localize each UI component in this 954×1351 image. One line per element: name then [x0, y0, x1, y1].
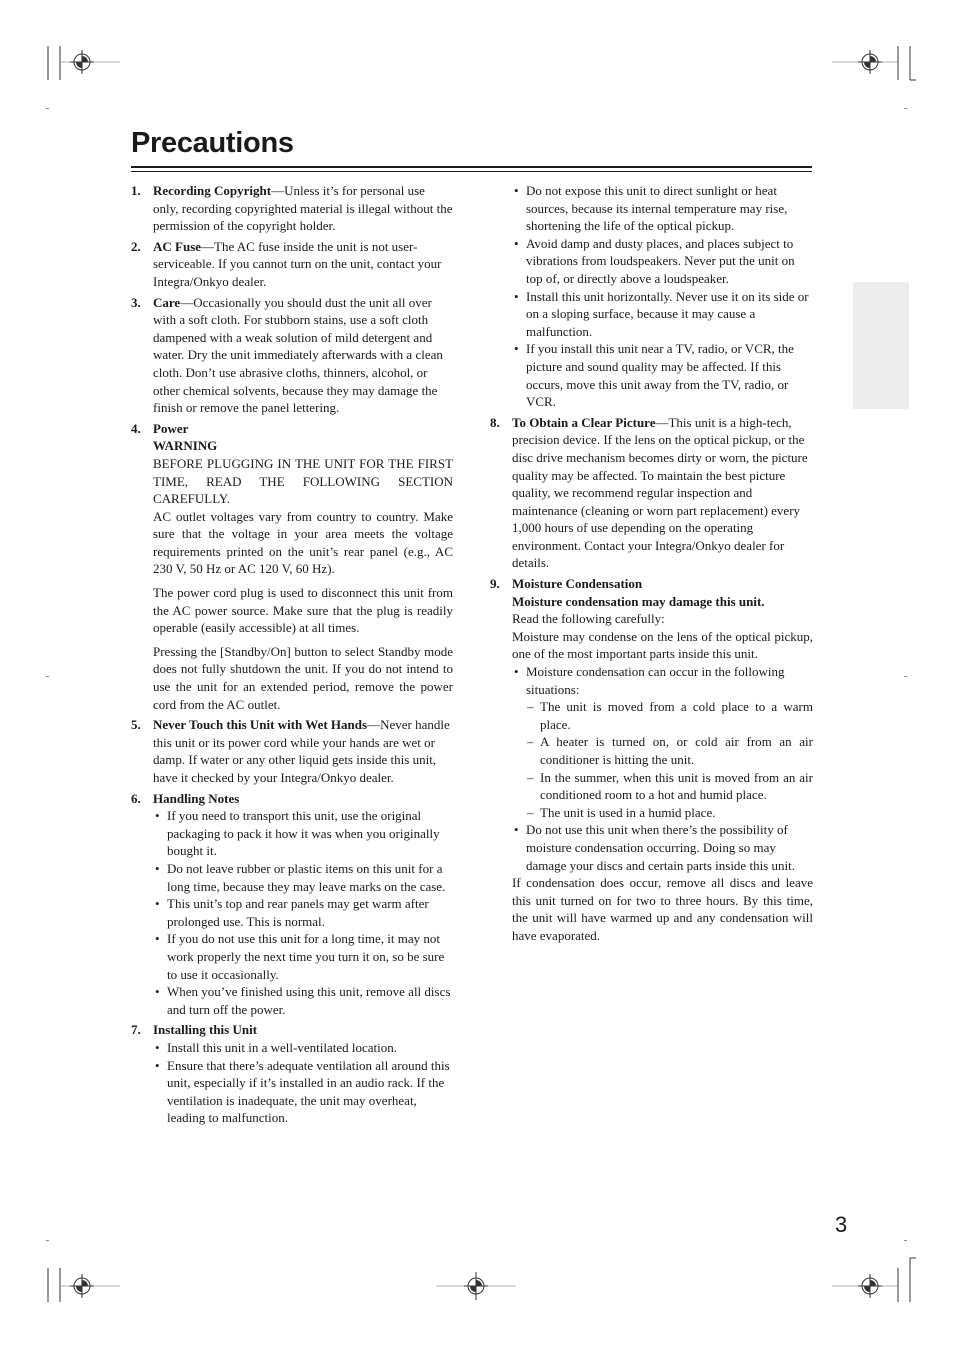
- list-item: – A heater is turned on, or cold air from an air conditioner is hitting the unit.: [526, 733, 813, 768]
- list-item: – In the summer, when this unit is moved from an air conditioned room to a hot and humid place.: [526, 769, 813, 804]
- edge-tick: [904, 108, 907, 109]
- moisture-list: [512, 663, 813, 874]
- precaution-item-wet-hands: 5. Never Touch this Unit with Wet Hands—Never handle this unit or its power cord while your hands are wet or damp. If water or any other liquid gets inside this unit, have it checked by your Integra/Onkyo dealer.: [131, 717, 450, 785]
- list-item: – The unit is used in a humid place.: [526, 804, 813, 822]
- precaution-item-installing: 7. Installing this Unit • Install this unit in a well-ventilated location. • Ensure that there’s adequate ventilation all around this unit, especially if it’s installed in an audio rack. If the ventilation is inadequate, the unit may overheat, leading to malfunction.: [131, 1021, 453, 1127]
- registration-mark-bottom-right: [828, 1256, 918, 1306]
- item-text: —Unless it’s for personal use only, recording copyrighted material is illegal without the permission of the copyright holder.: [153, 183, 453, 234]
- list-item-text: Moisture condensation can occur in the following situations:: [526, 664, 785, 697]
- list-item: • When you’ve finished using this unit, remove all discs and turn off the power.: [153, 983, 453, 1018]
- title-rule: [131, 166, 812, 168]
- page-number: 3: [835, 1212, 848, 1237]
- registration-mark-bottom-center: [432, 1266, 522, 1306]
- precaution-item-power: 4. Power WARNING BEFORE PLUGGING IN THE UNIT FOR THE FIRST TIME, READ THE FOLLOWING SECTION CAREFULLY. AC outlet voltages vary from country to country. Make sure that the voltage in your area meets the voltage requirements printed on the unit’s rear panel (e.g., AC 230 V, 50 Hz or AC 120 V, 60 Hz). The power cord plug is used to disconnect this unit from the AC power source. Make sure that the plug is readily operable (easily accessible) at all times. Pressing the [Standby/On] button to select Standby mode does not fully shutdown the unit. If you do not intend to use the unit for an extended period, remove the power cord from the AC outlet.: [131, 420, 453, 712]
- list-item: • If you do not use this unit for a long time, it may not work properly the next time you turn it on, so be sure to use it occasionally.: [153, 930, 453, 983]
- registration-mark-bottom-left: [40, 1266, 130, 1306]
- precaution-item-installing-continued: [490, 182, 813, 411]
- installing-list-part-2: [512, 182, 813, 411]
- warning-caps-text: BEFORE PLUGGING IN THE UNIT FOR THE FIRST TIME, READ THE FOLLOWING SECTION CAREFULLY.: [153, 455, 453, 507]
- list-item: • Ensure that there’s adequate ventilation all around this unit, especially if it’s installed in an audio rack. If the ventilation is inadequate, the unit may overheat, leading to malfunction.: [153, 1057, 453, 1127]
- item-heading: AC Fuse: [153, 238, 202, 254]
- list-item: • Do not leave rubber or plastic items on this unit for a long time, because they may leave marks on the case.: [153, 860, 453, 895]
- list-item: • Do not expose this unit to direct sunlight or heat sources, because its internal temperature may rise, shortening the life of the optical pickup.: [512, 182, 813, 235]
- handling-notes-list: [153, 807, 453, 1018]
- item-text: —Never handle this unit or its power cord while your hands are wet or damp. If water or any other liquid gets inside this unit, have it checked by your Integra/Onkyo dealer.: [153, 717, 450, 785]
- registration-mark-top-right: [828, 44, 918, 84]
- item-heading: To Obtain a Clear Picture: [512, 414, 656, 430]
- list-item: [512, 663, 813, 821]
- list-item: • Install this unit horizontally. Never use it on its side or on a sloping surface, because it may cause a malfunction.: [512, 288, 813, 341]
- item-text: —Occasionally you should dust the unit all over with a soft cloth. For stubborn stains, use a soft cloth dampened with a weak solution of mild detergent and water. Dry the unit immediately afterwards with a clean cloth. Don’t use abrasive cloths, thinners, alcohol, or other chemical solvents, because they may damage the finish or remove the panel lettering.: [153, 294, 443, 416]
- precaution-item-ac-fuse: 2. AC Fuse—The AC fuse inside the unit is not user-serviceable. If you cannot turn on the unit, contact your Integra/Onkyo dealer.: [131, 238, 442, 289]
- item-heading: Power: [153, 420, 189, 436]
- list-item: – The unit is moved from a cold place to a warm place.: [526, 698, 813, 733]
- title-rule-thin: [131, 171, 812, 172]
- list-item: • Install this unit in a well-ventilated location.: [153, 1039, 453, 1057]
- edge-tick: [904, 676, 907, 677]
- list-item: • Do not use this unit when there’s the possibility of moisture condensation occurring. Doing so may damage your discs and certain parts inside this unit.: [512, 821, 813, 874]
- list-item: • If you install this unit near a TV, radio, or VCR, the picture and sound quality may be affected. If this occurs, move this unit away from the TV, radio, or VCR.: [512, 340, 813, 410]
- item-heading: Installing this Unit: [153, 1022, 258, 1038]
- item-text: —This unit is a high-tech, precision device. If the lens on the optical pickup, or the disc drive mechanism becomes dirty or worn, the picture quality may be affected. To maintain the best picture quality, we recommend regular inspection and maintenance (cleaning or worn part replacement) every 1,000 hours of use depending on the operating environment. Contact your Integra/Onkyo dealer for details.: [512, 414, 808, 571]
- power-paragraph-plug: The power cord plug is used to disconnect this unit from the AC power source. Make sure that the plug is readily operable (easily accessible) at all times.: [153, 585, 453, 636]
- item-heading: Handling Notes: [153, 790, 240, 806]
- precaution-item-clear-picture: 8. To Obtain a Clear Picture—This unit is a high-tech, precision device. If the lens on the optical pickup, or the disc drive mechanism becomes dirty or worn, the picture quality may be affected. To maintain the best picture quality, we recommend regular inspection and maintenance (cleaning or worn part replacement) every 1,000 hours of use depending on the operating environment. Contact your Integra/Onkyo dealer for details.: [490, 414, 808, 571]
- item-heading: Moisture Condensation: [512, 576, 643, 592]
- item-subheading: Moisture condensation may damage this unit.: [512, 593, 765, 609]
- item-heading: Recording Copyright: [153, 183, 272, 198]
- precaution-item-recording-copyright: 1. Recording Copyright—Unless it’s for personal use only, recording copyrighted material is illegal without the permission of the copyright holder.: [131, 183, 453, 234]
- warning-label: WARNING: [153, 438, 218, 454]
- page-title: Precautions: [131, 127, 294, 159]
- moisture-intro: Read the following carefully:: [512, 611, 665, 627]
- precaution-item-care: 3. Care—Occasionally you should dust the unit all over with a soft cloth. For stubborn stains, use a soft cloth dampened with a weak solution of mild detergent and water. Dry the unit immediately afterwards with a clean cloth. Don’t use abrasive cloths, thinners, alcohol, or other chemical solvents, because they may damage the finish or remove the panel lettering.: [131, 294, 443, 416]
- section-tab: [853, 282, 909, 409]
- moisture-closing: If condensation does occur, remove all discs and leave this unit turned on for two to three hours. By this time, the unit will have warmed up and any condensation will have evaporated.: [512, 875, 813, 943]
- list-item: • If you need to transport this unit, use the original packaging to pack it how it was when you originally bought it.: [153, 807, 453, 860]
- precaution-item-moisture-condensation: 9. Moisture Condensation Moisture condensation may damage this unit. Read the following carefully: Moisture may condense on the lens of the optical pickup, one of the most important parts inside this unit. • Moisture condensation can occur in the following situations: – The unit is moved from a cold place to a warm place. – A heater is turned on, or cold air from an air conditioner is hitting the unit. – In the summer, when this unit is moved from an air conditioned room to a hot and humid place. – The unit is used in a humid place. • Do not use this unit when there’s the possibility of moisture condensation occurring. Doing so may damage your discs and certain parts inside this unit. If condensation does occur, remove all discs and leave this unit turned on for two to three hours. By this time, the unit will have warmed up and any condensation will have evaporated.: [490, 575, 813, 944]
- edge-tick: [904, 1240, 907, 1241]
- item-heading: Never Touch this Unit with Wet Hands: [153, 717, 368, 733]
- power-paragraph-standby: Pressing the [Standby/On] button to select Standby mode does not fully shutdown the unit. If you do not intend to use the unit for an extended period, remove the power cord from the AC outlet.: [153, 643, 453, 712]
- right-column: [490, 182, 813, 948]
- installing-list-part-1: [153, 1039, 453, 1127]
- situation-list: [526, 698, 813, 821]
- item-heading: Care: [153, 294, 181, 310]
- power-paragraph-voltage: AC outlet voltages vary from country to country. Make sure that the voltage in your area meets the voltage requirements printed on the unit’s rear panel (e.g., AC 230 V, 50 Hz or AC 120 V, 60 Hz).: [153, 508, 453, 577]
- left-column: [131, 182, 453, 1130]
- list-item: • This unit’s top and rear panels may get warm after prolonged use. This is normal.: [153, 895, 453, 930]
- item-text: —The AC fuse inside the unit is not user-serviceable. If you cannot turn on the unit, contact your Integra/Onkyo dealer.: [153, 238, 442, 289]
- edge-tick: [46, 676, 49, 677]
- precaution-item-handling-notes: 6. Handling Notes • If you need to transport this unit, use the original packaging to pack it how it was when you originally bought it. • Do not leave rubber or plastic items on this unit for a long time, because they may leave marks on the case. • This unit’s top and rear panels may get warm after prolonged use. This is normal. • If you do not use this unit for a long time, it may not work properly the next time you turn it on, so be sure to use it occasionally. • When you’ve finished using this unit, remove all discs and turn off the power.: [131, 790, 453, 1019]
- moisture-explanation: Moisture may condense on the lens of the optical pickup, one of the most important parts inside this unit.: [512, 628, 813, 662]
- edge-tick: [46, 108, 49, 109]
- registration-mark-top-left: [40, 44, 130, 84]
- list-item: • Avoid damp and dusty places, and places subject to vibrations from loudspeakers. Never put the unit on top of, or directly above a loudspeaker.: [512, 235, 813, 288]
- edge-tick: [46, 1240, 49, 1241]
